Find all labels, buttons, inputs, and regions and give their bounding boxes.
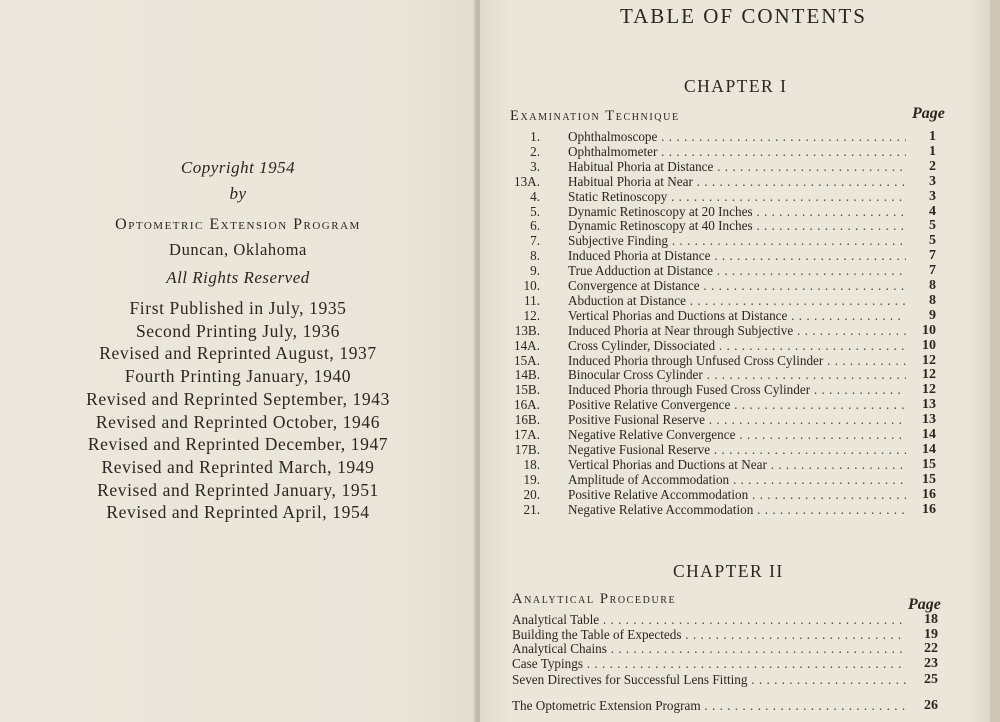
entry-number: 19. (523, 471, 540, 487)
toc-entry-final (512, 698, 942, 713)
entry-page-number: 3 (929, 188, 936, 204)
entry-page-number: 12 (922, 367, 936, 383)
toc-entry (510, 159, 940, 174)
entry-title: Negative Relative Convergence . . . (568, 427, 906, 442)
toc-entry (510, 412, 940, 427)
edition-line: Revised and Reprinted October, 1946 (95, 411, 381, 432)
entry-title: Amplitude of Accommodation . . . (568, 472, 906, 487)
toc-entry (510, 367, 940, 382)
edition-line: Revised and Reprinted September, 1943 (86, 388, 390, 409)
toc-entry (510, 204, 940, 219)
entry-page-number: 16 (922, 486, 936, 502)
entry-title: Negative Relative Accommodation . . . (568, 502, 906, 517)
edition-line: Revised and Reprinted January, 1951 (97, 479, 379, 500)
entry-page-number: 5 (929, 218, 936, 234)
entry-page-number: 13 (922, 397, 936, 413)
copyright-block (0, 158, 476, 524)
entry-number: 16B. (514, 412, 540, 428)
edition-line: Revised and Reprinted April, 1954 (106, 502, 370, 523)
entry-page-number: 10 (922, 337, 936, 353)
entry-title: Seven Directives for Successful Lens Fitting . . . (512, 672, 906, 687)
chapter-2-heading: CHAPTER II (673, 561, 784, 581)
by-line: by (229, 184, 247, 203)
entry-number: 3. (530, 158, 540, 174)
toc-entry (510, 308, 940, 323)
entry-page-number: 7 (929, 248, 936, 264)
entry-number: 9. (530, 263, 540, 279)
toc-entry (510, 502, 940, 517)
entry-page-number: 16 (922, 501, 936, 517)
left-page (0, 0, 476, 722)
edition-line: Revised and Reprinted March, 1949 (101, 456, 375, 477)
chapter-1-page-label: Page (912, 105, 945, 122)
toc-entry (510, 338, 940, 353)
toc-entry (510, 293, 940, 308)
entry-page-number: 1 (929, 129, 936, 144)
entry-title: Abduction at Distance . . . (568, 293, 906, 308)
toc-entry (512, 627, 942, 642)
edition-history (0, 297, 476, 524)
toc-entry (510, 129, 940, 144)
entry-number: 15A. (513, 352, 540, 368)
entry-number: 2. (530, 143, 540, 159)
entry-title: Induced Phoria at Distance . . . (568, 248, 906, 263)
publisher-location: Duncan, Oklahoma (169, 240, 307, 259)
entry-title: Case Typings . . . (512, 656, 906, 671)
edition-line: First Published in July, 1935 (129, 298, 347, 318)
toc-entry (510, 442, 940, 457)
toc-entry (510, 487, 940, 502)
entry-page-number: 12 (922, 352, 936, 368)
entry-title: Negative Fusional Reserve . . . (568, 442, 906, 457)
toc-entry (510, 144, 940, 159)
entry-title: Induced Phoria through Unfused Cross Cylinder . . . (568, 353, 906, 368)
entry-page-number: 5 (929, 233, 936, 249)
edition-line: Revised and Reprinted December, 1947 (87, 434, 389, 455)
chapter-2-page-label: Page (908, 596, 941, 613)
entry-title: Building the Table of Expecteds . . . (512, 627, 906, 642)
rights-line: All Rights Reserved (166, 268, 310, 287)
entry-number: 8. (530, 248, 540, 264)
toc-entry (510, 174, 940, 189)
toc-entry (512, 641, 942, 656)
entry-title: The Optometric Extension Program . . . (512, 698, 906, 713)
publisher-name: Optometric Extension Program (115, 216, 361, 233)
toc-entry (512, 656, 942, 671)
toc-entry (510, 382, 940, 397)
edition-line: Revised and Reprinted August, 1937 (99, 343, 377, 364)
edition-line: Second Printing July, 1936 (135, 320, 341, 341)
entry-page-number: 25 (924, 672, 938, 687)
entry-page-number: 1 (929, 143, 936, 159)
toc-entry (510, 278, 940, 293)
entry-title: Vertical Phorias and Ductions at Near . . . (568, 457, 906, 472)
toc-entry (510, 323, 940, 338)
copyright-line: Copyright 1954 (180, 158, 296, 177)
toc-entry (510, 353, 940, 368)
entry-number: 11. (524, 292, 540, 308)
entry-number: 15B. (514, 382, 540, 398)
entry-page-number: 13 (922, 412, 936, 428)
entry-page-number: 7 (929, 263, 936, 279)
entry-number: 1. (530, 129, 540, 144)
entry-page-number: 10 (922, 322, 936, 338)
entry-number: 13A. (513, 173, 540, 189)
entry-title: Ophthalmoscope . . . (568, 129, 906, 144)
entry-number: 4. (530, 188, 540, 204)
entry-page-number: 9 (929, 307, 936, 323)
toc-entry (512, 672, 942, 687)
entry-title: Dynamic Retinoscopy at 40 Inches . . . (568, 218, 906, 233)
entry-number: 20. (523, 486, 540, 502)
toc-entry (510, 397, 940, 412)
entry-title: Static Retinoscopy . . . (568, 189, 906, 204)
toc-entry (510, 457, 940, 472)
entry-page-number: 2 (929, 158, 936, 174)
entry-number: 14B. (514, 367, 540, 383)
entry-page-number: 23 (924, 656, 938, 671)
entry-title: Induced Phoria at Near through Subjective . . . (568, 323, 906, 338)
entry-title: Analytical Chains . . . (512, 641, 906, 656)
entry-number: 16A. (513, 397, 540, 413)
entry-title: Analytical Table . . . (512, 612, 906, 627)
entry-title: Habitual Phoria at Distance . . . (568, 159, 906, 174)
toc-title: TABLE OF CONTENTS (620, 4, 867, 28)
entry-title: Vertical Phorias and Ductions at Distance . . . (568, 308, 906, 323)
entry-page-number: 12 (922, 382, 936, 398)
toc-entry (510, 189, 940, 204)
toc-entry (510, 248, 940, 263)
entry-page-number: 14 (922, 427, 936, 442)
entry-title: Positive Relative Convergence . . . (568, 397, 906, 412)
entry-title: Convergence at Distance . . . (568, 278, 906, 293)
entry-page-number: 18 (924, 612, 938, 627)
entry-number: 13B. (514, 322, 540, 338)
toc-entry (510, 233, 940, 248)
entry-page-number: 8 (929, 292, 936, 308)
entry-title: Dynamic Retinoscopy at 20 Inches . . . (568, 204, 906, 219)
entry-number: 17B. (514, 441, 540, 457)
entry-title: Ophthalmometer . . . (568, 144, 906, 159)
entry-number: 14A. (513, 337, 540, 353)
chapter-1-section-title: Examination Technique (510, 108, 680, 124)
toc-entry (510, 218, 940, 233)
toc-entry (510, 263, 940, 278)
entry-page-number: 14 (922, 441, 936, 457)
entry-number: 12. (523, 307, 540, 323)
entry-title: Cross Cylinder, Dissociated . . . (568, 338, 906, 353)
entry-title: True Adduction at Distance . . . (568, 263, 906, 278)
entry-number: 7. (530, 233, 540, 249)
edition-line: Fourth Printing January, 1940 (124, 366, 352, 387)
entry-number: 21. (523, 501, 540, 517)
entry-page-number: 19 (924, 627, 938, 642)
entry-page-number: 15 (922, 456, 936, 472)
entry-page-number: 4 (929, 203, 936, 219)
entry-number: 10. (523, 278, 540, 293)
entry-title: Subjective Finding . . . (568, 233, 906, 248)
entry-title: Habitual Phoria at Near . . . (568, 174, 906, 189)
entry-page-number: 15 (922, 471, 936, 487)
entry-page-number: 3 (929, 173, 936, 189)
entry-number: 5. (530, 203, 540, 219)
entry-title: Positive Relative Accommodation . . . (568, 487, 906, 502)
chapter-1-heading: CHAPTER I (684, 76, 788, 96)
entry-title: Binocular Cross Cylinder . . . (568, 367, 906, 382)
entry-title: Induced Phoria through Fused Cross Cylinder . . . (568, 382, 906, 397)
page-edge (990, 0, 1000, 722)
toc-entry (510, 427, 940, 442)
toc-entry (510, 472, 940, 487)
chapter-2-section-title: Analytical Procedure (512, 591, 677, 607)
entry-page-number: 8 (929, 278, 936, 293)
toc-entry (512, 612, 942, 627)
entry-number: 18. (523, 456, 540, 472)
entry-number: 6. (530, 218, 540, 234)
entry-title: Positive Fusional Reserve . . . (568, 412, 906, 427)
entry-number: 17A. (513, 427, 540, 442)
entry-page-number: 26 (924, 698, 938, 713)
entry-page-number: 22 (924, 641, 938, 656)
